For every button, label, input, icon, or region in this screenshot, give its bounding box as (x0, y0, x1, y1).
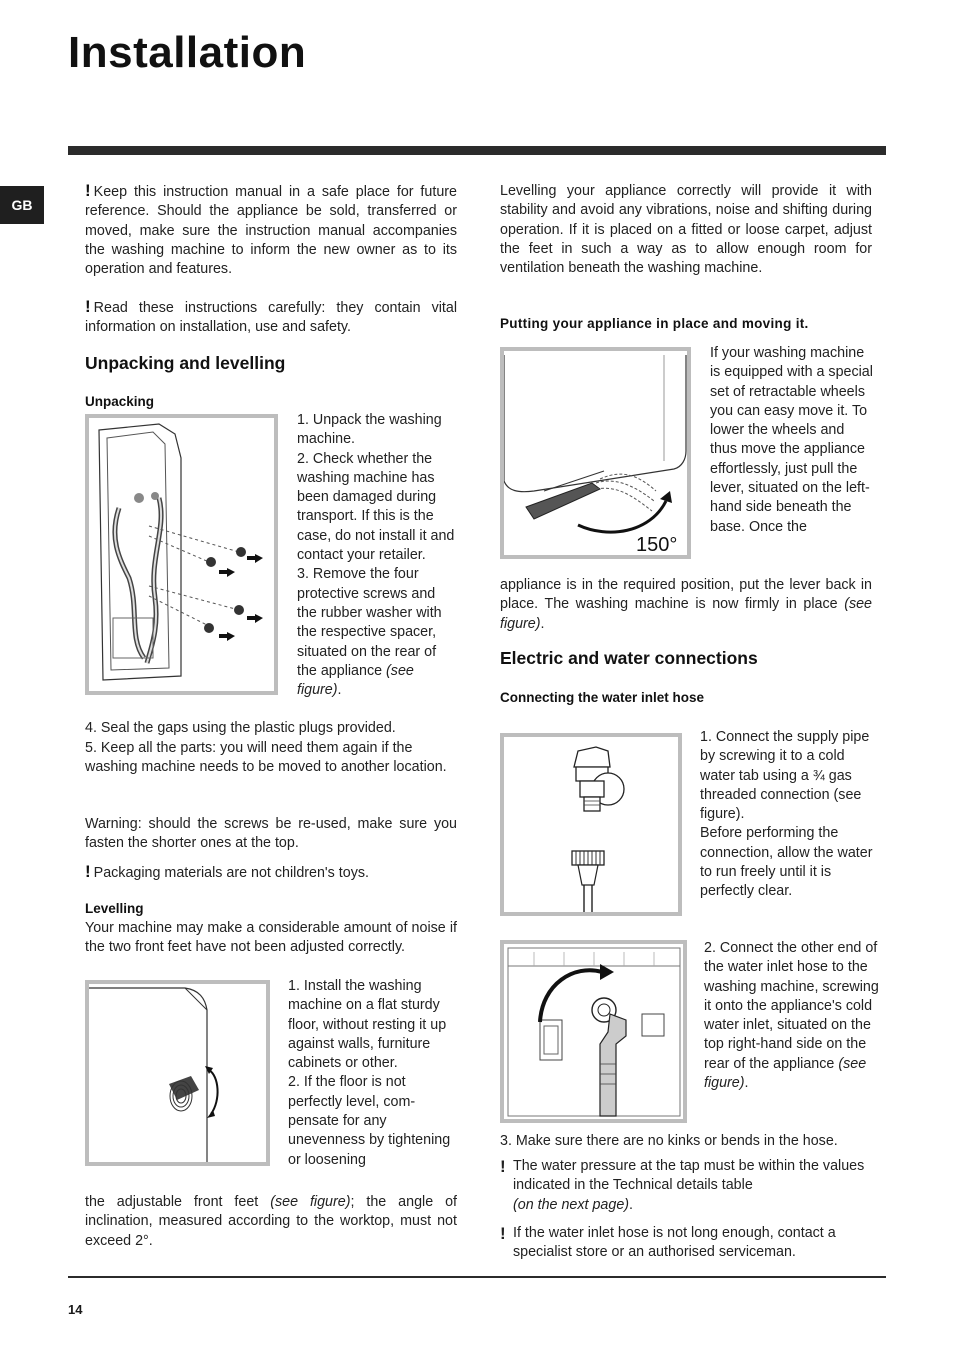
screws-warning: Warning: should the screws be re-used, make sure you fasten the shorter ones at the top. (85, 816, 457, 852)
exclamation-icon: ! (85, 181, 91, 200)
page-title: Installation (68, 28, 307, 77)
exclamation-icon: ! (85, 297, 91, 316)
unpacking-figure (85, 414, 278, 695)
levelling-tail: the adjustable front feet (see figure); the angle of inclination, measured according to the worktop, must not exceed 2°. (85, 1194, 457, 1249)
section-unpacking-levelling: Unpacking and levelling (85, 353, 286, 373)
machine-inlet-illustration (504, 944, 683, 1119)
exclamation-icon: ! (85, 862, 91, 881)
angle-label: 150° (636, 534, 678, 555)
tap-connection-figure (500, 733, 682, 916)
language-tab: GB (0, 186, 44, 224)
inlet-step-1: 1. Connect the supply pipe by screwing it to a cold water tab using a ¾ gas threaded connection (see figure). Before performing the connection, allow the water to run freely until it is perfectly clear. (700, 729, 873, 900)
unpack-steps-1-3: 1. Unpack the washing machine. 2. Check whether the washing machine has been damaged during transport. If this is the case, do not install it and contact your retailer. 3. Remove the four protective screws and the rubber washer with the respective spacer, situated on the rear of the appliance (see figure). (297, 412, 455, 699)
section-electric-water: Electric and water connections (500, 648, 758, 668)
intro-note-2: ! Read these instructions carefully: they contain vital information on installation, use and safety. (85, 297, 457, 336)
intro-note-1: ! Keep this instruction manual in a safe place for future reference. Should the appliance be sold, transferred or moved, make sure the instruction manual accompanies the washing machine to inform the new owner as to its operation and features. (85, 181, 457, 278)
note-hose-length: ! If the water inlet hose is not long enough, contact a specialist store or an authorised serviceman. (500, 1224, 872, 1263)
wheels-lever-illustration (504, 351, 687, 555)
exclamation-icon: ! (500, 1224, 506, 1243)
subheading-inlet-hose: Connecting the water inlet hose (500, 690, 705, 705)
machine-inlet-figure (500, 940, 687, 1123)
levelling-intro: Your machine may make a considerable amount of noise if the two front feet have not been adjusted correctly. (85, 920, 457, 956)
rear-screws-illustration (89, 418, 274, 691)
unpack-step-4: 4. Seal the gaps using the plastic plugs provided. (85, 720, 396, 736)
packaging-note: ! Packaging materials are not children's toys. (85, 862, 369, 881)
exclamation-icon: ! (500, 1157, 506, 1176)
note-water-pressure: ! The water pressure at the tap must be within the values indicated in the Technical details table (on the next page). (500, 1157, 872, 1215)
wheels-text-side: If your washing machine is equipped with a special set of retractable wheels you can easy move it. To lower the wheels and thus move the appliance effortlessly, just pull the lever, situated on the left-hand side beneath the base. Once the (710, 345, 873, 535)
inlet-step-3: 3. Make sure there are no kinks or bends in the hose. (500, 1133, 838, 1149)
header-rule (68, 146, 886, 155)
wheels-text-tail: appliance is in the required position, put the lever back in place. The washing machine is now firmly in place (see figure). (500, 577, 872, 632)
level-steps-1-2: 1. Install the washing machine on a flat sturdy floor, without resting it up against walls, furniture cabinets or other. 2. If the floor is not perfectly level, com-pensate for any unevenness by tightening or loosening (288, 978, 451, 1168)
adjustable-foot-illustration (89, 984, 266, 1162)
wheels-figure (500, 347, 691, 559)
page-number: 14 (68, 1302, 83, 1317)
subheading-unpacking: Unpacking (85, 394, 155, 409)
inlet-step-2: 2. Connect the other end of the water inlet hose to the washing machine, screwing it onto the appliance's cold water inlet, situated on the top right-hand side on the rear of the appliance (see figure). (704, 940, 879, 1092)
levelling-paragraph: Levelling your appliance correctly will provide it with stability and avoid any vibrations, noise and shifting during operation. If it is placed on a fitted or loose carpet, adjust the feet in such a way as to allow enough room for ventilation beneath the washing machine. (500, 183, 872, 277)
footer-rule (68, 1276, 886, 1278)
tap-hose-illustration (504, 737, 678, 912)
subheading-levelling: Levelling (85, 901, 144, 916)
subheading-putting-in-place: Putting your appliance in place and moving it. (500, 316, 809, 331)
unpack-step-5: 5. Keep all the parts: you will need them again if the washing machine needs to be moved to another location. (85, 740, 447, 776)
levelling-figure (85, 980, 270, 1166)
